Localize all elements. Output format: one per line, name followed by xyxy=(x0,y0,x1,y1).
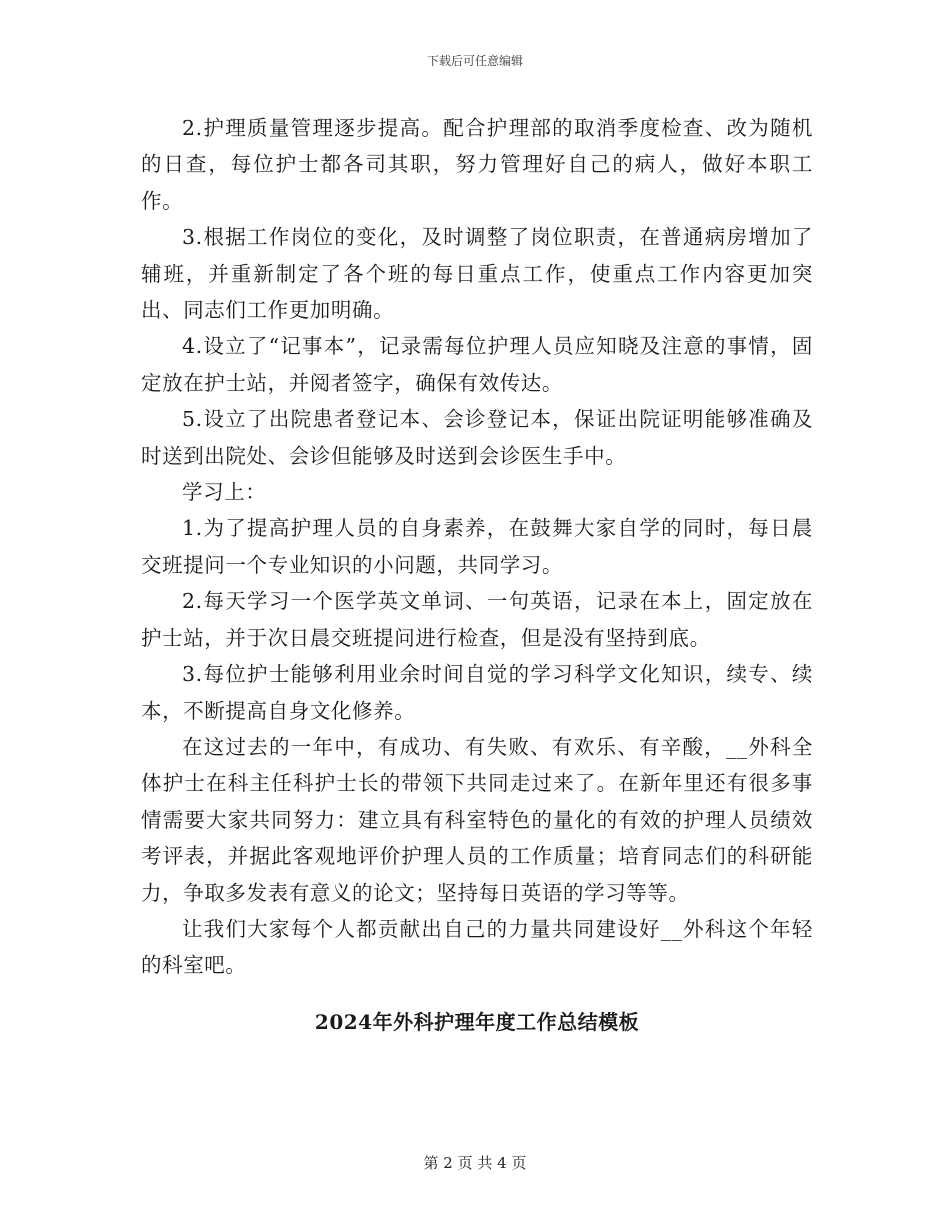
paragraph: 5.设立了出院患者登记本、会诊登记本，保证出院证明能够准确及时送到出院处、会诊但能够及时送到会诊医生手中。 xyxy=(141,407,813,468)
document-title: 2024年外科护理年度工作总结模板 xyxy=(314,1009,640,1034)
paragraph: 1.为了提高护理人员的自身素养，在鼓舞大家自学的同时，每日晨交班提问一个专业知识的小问题，共同学习。 xyxy=(141,516,813,577)
paragraph: 让我们大家每个人都贡献出自己的力量共同建设好__外科这个年轻的科室吧。 xyxy=(141,916,813,978)
paragraph: 3.每位护士能够利用业余时间自觉的学习科学文化知识，续专、续本，不断提高自身文化修养。 xyxy=(141,662,813,723)
paragraph: 3.根据工作岗位的变化，及时调整了岗位职责，在普通病房增加了辅班，并重新制定了各个班的每日重点工作，使重点工作内容更加突出、同志们工作更加明确。 xyxy=(141,225,813,323)
page-header: 下载后可任意编辑 xyxy=(426,54,523,68)
paragraph: 在这过去的一年中，有成功、有失败、有欢乐、有辛酸，__外科全体护士在科主任科护士长的带领下共同走过来了。在新年里还有很多事情需要大家共同努力：建立具有科室特色的量化的有效的护理人员绩效考评表，并据此客观地评价护理人员的工作质量；培育同志们的科研能力，争取多发表有意义的论文；坚持每日英语的学习等等。 xyxy=(141,734,813,905)
body-text xyxy=(141,110,813,1040)
paragraph: 4.设立了“记事本”，记录需每位护理人员应知晓及注意的事情，固定放在护士站，并阅者签字，确保有效传达。 xyxy=(141,334,813,395)
paragraph: 2.每天学习一个医学英文单词、一句英语，记录在本上，固定放在护士站，并于次日晨交班提问进行检查，但是没有坚持到底。 xyxy=(141,589,813,650)
section-label: 学习上： xyxy=(182,480,267,505)
paragraph: 2.护理质量管理逐步提高。配合护理部的取消季度检查、改为随机的日查，每位护士都各司其职，努力管理好自己的病人，做好本职工作。 xyxy=(141,116,813,213)
page-footer: 第 2 页 共 4 页 xyxy=(423,1154,527,1172)
